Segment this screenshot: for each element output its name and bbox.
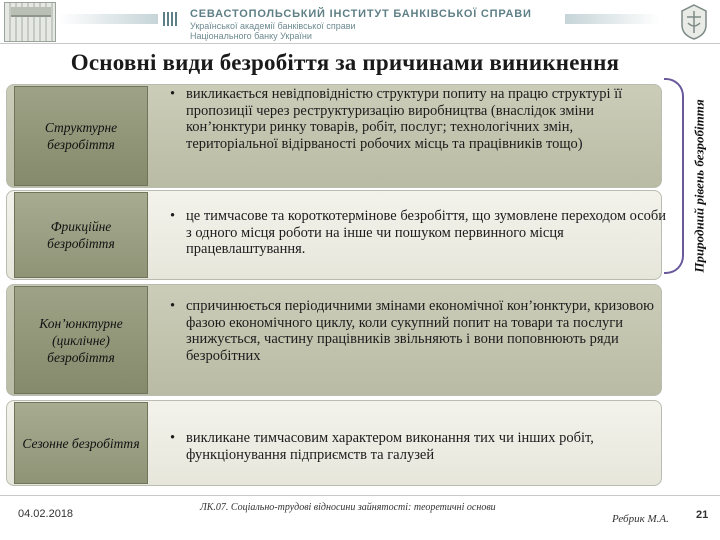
page-title: Основні види безробіття за причинами виникнення bbox=[70, 50, 620, 75]
desc-cyclical-text: спричинюється періодичними змінами економічної кон’юнктури, кризовою фазою економічного циклу, коли сукупний попит на товари та послуги знижується, частину працівників звільняють і вони поповнюють ряди безробітних bbox=[186, 298, 654, 364]
desc-cyclical bbox=[170, 298, 668, 364]
coat-of-arms-icon bbox=[676, 3, 712, 41]
label-frictional bbox=[14, 192, 148, 278]
side-label bbox=[688, 72, 712, 300]
desc-structural-text: викликається невідповідністю структури попиту на працю структурі її пропозиції через реструктуризацію виробництва (внаслідок зміни кон’юнктури ринку товарів, робіт, послуг; технологічних змін, територіальної відірваності робочих місць та працівників тощо) bbox=[186, 86, 623, 152]
desc-frictional bbox=[170, 208, 668, 258]
desc-seasonal bbox=[170, 430, 668, 463]
footer-author: Ребрик М.А. bbox=[612, 513, 669, 525]
label-seasonal bbox=[14, 402, 148, 484]
desc-structural bbox=[170, 86, 668, 152]
institute-subtitle-1: Української академії банківської справи bbox=[190, 21, 356, 31]
label-seasonal-text: Сезонне безробіття bbox=[22, 435, 140, 451]
bullet-icon: • bbox=[170, 208, 176, 224]
label-frictional-text: Фрикційне безробіття bbox=[47, 219, 115, 251]
natural-rate-bracket bbox=[664, 78, 684, 274]
page-number: 21 bbox=[696, 509, 709, 521]
label-cyclical bbox=[14, 286, 148, 394]
slide-header bbox=[0, 0, 720, 44]
desc-frictional-text: це тимчасове та короткотермінове безробіття, що зумовлене переходом особи з одного місця роботи на інше чи пошуком первинного місця працевлаштування. bbox=[186, 208, 667, 257]
footer-lecture-title: ЛК.07. Соціально-трудові відносини зайнятості: теоретичні основи bbox=[200, 502, 496, 513]
bullet-icon: • bbox=[170, 86, 176, 102]
footer-divider bbox=[0, 495, 720, 496]
bullet-icon: • bbox=[170, 298, 176, 314]
side-label-text: Природний рівень безробіття bbox=[692, 99, 708, 273]
desc-seasonal-text: викликане тимчасовим характером виконання тих чи інших робіт, функціонування підприємств та галузей bbox=[186, 430, 594, 463]
header-decor-bar-left bbox=[58, 14, 158, 24]
building-logo-icon bbox=[4, 2, 56, 42]
label-structural-text: Структурне безробіття bbox=[44, 120, 118, 152]
bullet-icon: • bbox=[170, 430, 176, 446]
header-stripes-icon bbox=[163, 12, 177, 26]
institute-subtitle-2: Національного банку України bbox=[190, 31, 312, 41]
label-structural bbox=[14, 86, 148, 186]
label-cyclical-text: Кон’юнктурне (циклічне) безробіття bbox=[39, 315, 123, 365]
header-decor-bar-right bbox=[565, 14, 660, 24]
footer-date: 04.02.2018 bbox=[18, 508, 74, 520]
institute-name: СЕВАСТОПОЛЬСЬКИЙ ІНСТИТУТ БАНКІВСЬКОЇ СПРАВИ bbox=[190, 8, 532, 20]
